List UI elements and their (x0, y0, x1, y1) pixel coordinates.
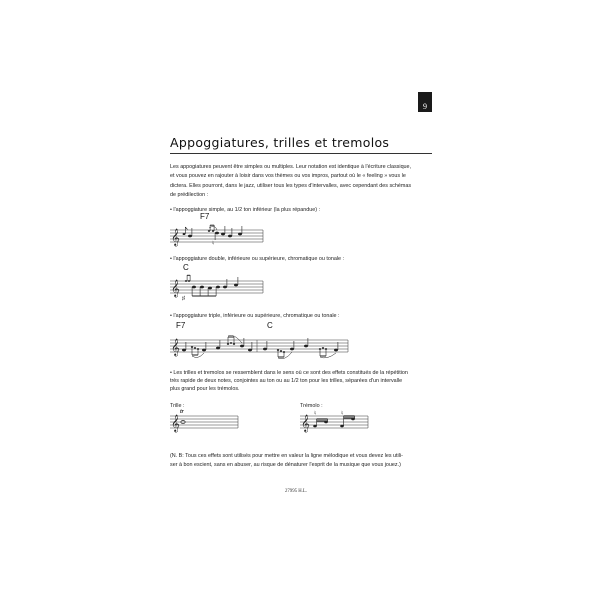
chord-symbol: C (267, 321, 273, 330)
staff-simple-appoggiatura (170, 224, 265, 250)
treble-clef-icon: 𝄞 (171, 228, 180, 246)
staff-triple-appoggiatura (170, 334, 350, 362)
svg-text:♮: ♮ (212, 241, 215, 247)
trill-mark: tr (180, 409, 184, 415)
svg-text:♮: ♮ (314, 411, 317, 417)
treble-clef-icon: 𝄞 (171, 338, 180, 356)
trills-paragraph (170, 369, 408, 394)
chord-symbol: C (183, 263, 189, 272)
page-number: 9 (423, 102, 427, 111)
intro-line: et vous pouvez en rajouter à loisir dans vos thèmes ou vos impros, partout où le « feeling » vous le (170, 173, 406, 180)
title-rule (170, 153, 432, 154)
trills-line: très rapide de deux notes, conjointes au ton ou au 1/2 ton pour les trilles, séparées d'un intervalle (170, 378, 403, 385)
trill-label: Trille : (170, 403, 185, 409)
footer-catalog-number: 27995 H.L. (285, 489, 307, 494)
double-appoggiatura-text: • l'appoggiature double, inférieure ou supérieure, chromatique ou tonale : (170, 256, 345, 262)
nb-paragraph (170, 452, 403, 470)
treble-clef-icon: 𝄞 (171, 279, 180, 297)
staff-tremolo (300, 410, 370, 434)
tremolo-label: Trémolo : (300, 403, 323, 409)
nb-line: (N. B: Tous ces effets sont utilisés pour mettre en valeur la ligne mélodique et vous devez les utili- (170, 453, 403, 459)
page-title: Appoggiatures, trilles et tremolos (170, 135, 390, 150)
staff-double-appoggiatura (170, 275, 265, 303)
triple-appoggiatura-text: • l'appoggiature triple, inférieure ou supérieure, chromatique ou tonale : (170, 313, 340, 319)
intro-line: dictera. Elles pourront, dans le jazz, utiliser tous les types d'intervalles, avec cependant des schémas (170, 182, 412, 189)
intro-paragraph (170, 163, 411, 201)
staff-trill (170, 410, 240, 434)
svg-text:♮: ♮ (341, 411, 344, 417)
trills-line: • Les trilles et tremolos se ressemblent dans le sens où ce sont des effets constitués de la répétition (170, 370, 408, 376)
chord-symbol: F7 (176, 321, 186, 330)
page-number-tab (418, 92, 432, 112)
simple-appoggiatura-text: • l'appoggiature simple, au 1/2 ton inférieur (la plus répandue) : (170, 207, 321, 213)
intro-line: Les appogiatures peuvent être simples ou multiples. Leur notation est identique à l'écriture classique, (170, 164, 412, 170)
trills-line: plus grand pour les trémolos. (170, 386, 240, 393)
treble-clef-icon: 𝄞 (301, 414, 310, 432)
chord-symbol: F7 (200, 212, 210, 221)
nb-line: ser à bon escient, sans en abuser, au risque de dénaturer l'esprit de la musique que vous jouez.) (170, 462, 401, 468)
treble-clef-icon: 𝄞 (171, 414, 180, 432)
intro-line: de prédilection : (170, 192, 209, 199)
svg-text:♯: ♯ (182, 296, 185, 302)
